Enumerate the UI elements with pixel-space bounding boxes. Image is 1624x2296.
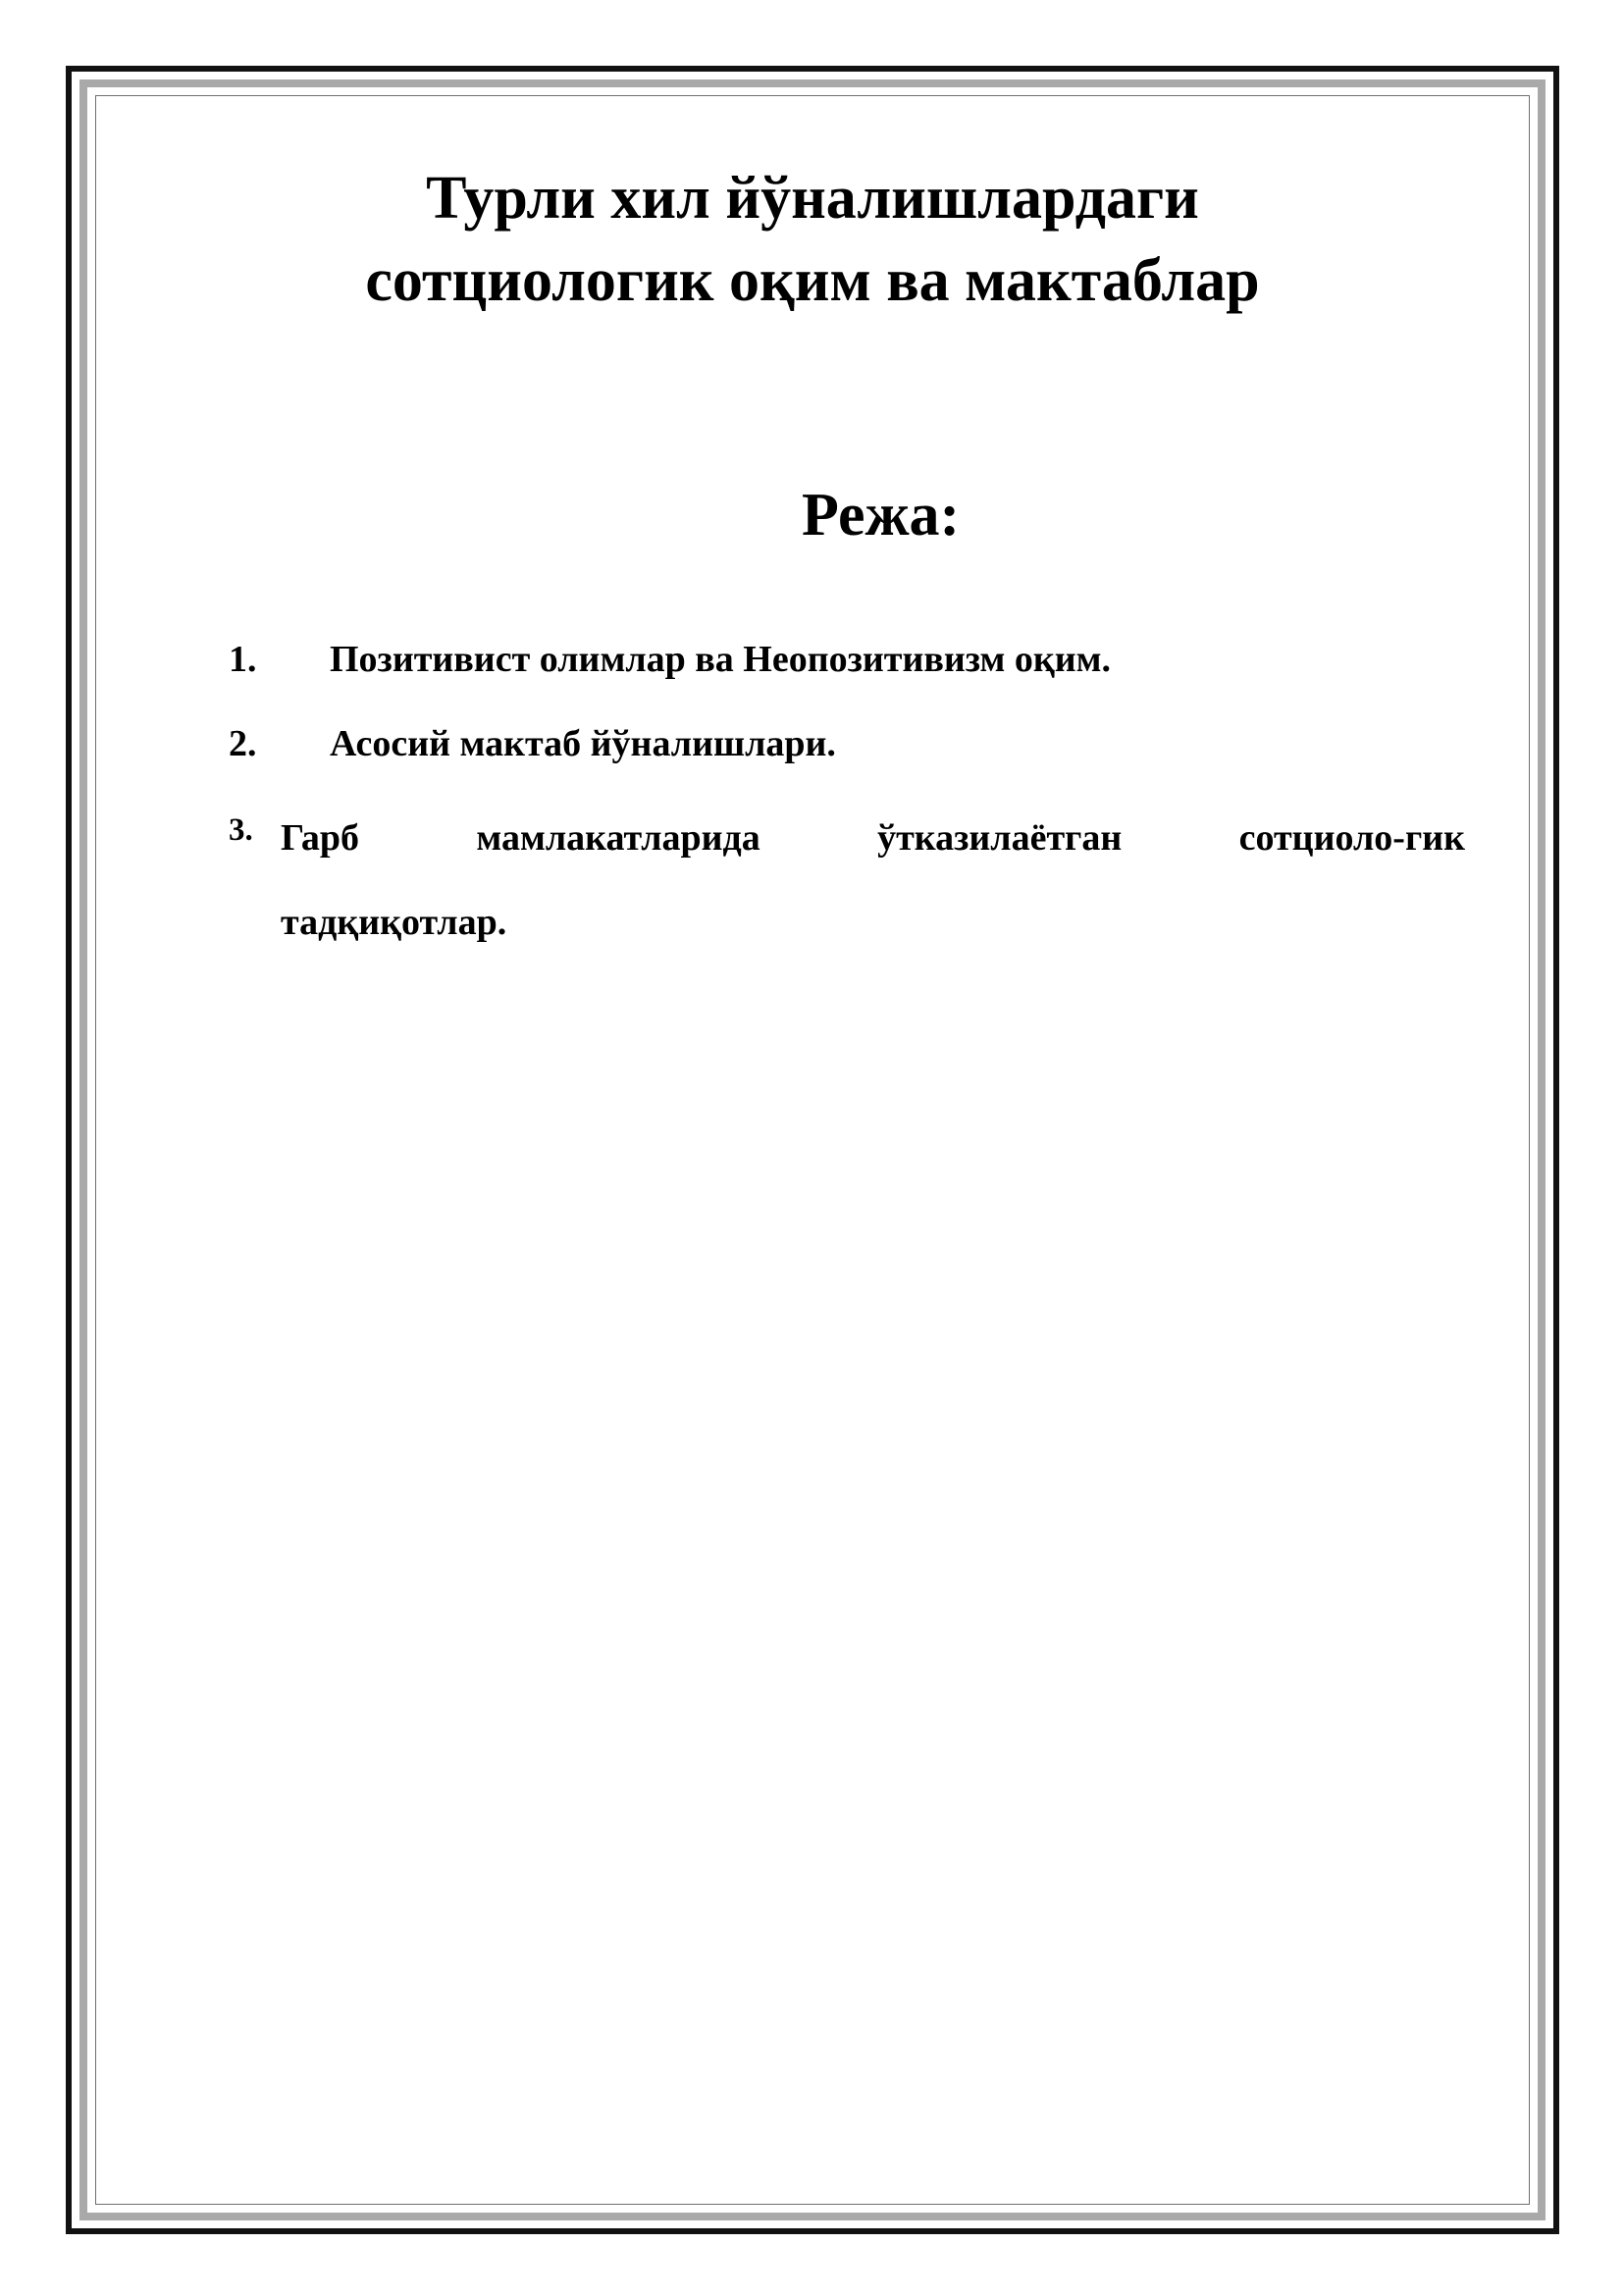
document-title-line-1: Турли хил йўналишлардаги — [426, 165, 1199, 232]
plan-item-number: 3. — [229, 812, 253, 848]
plan-item-text-line-2: тадқиқотлар. — [281, 902, 507, 943]
plan-item-text — [229, 782, 1465, 965]
plan-item-2 — [229, 698, 1465, 782]
plan-list — [229, 613, 1465, 965]
plan-item-number: 2. — [229, 723, 257, 764]
page-border-inner — [79, 79, 1545, 2220]
plan-item-number: 1. — [229, 639, 257, 680]
plan-item-text: Асосий мактаб йўналишлари. — [330, 723, 836, 764]
plan-item-text: Позитивист олимлар ва Неопозитивизм оқим. — [330, 639, 1112, 680]
page-border-frame — [66, 66, 1559, 2234]
plan-item-text-line-1: Гарб мамлакатларида ўтказилаётган сотциоло-гик — [281, 817, 1465, 859]
document-title-line-2: сотциологик оқим ва мактаблар — [365, 247, 1260, 314]
document-title — [66, 157, 1559, 322]
page-border-inner-line — [95, 95, 1530, 2205]
plan-item-1 — [229, 613, 1465, 698]
plan-item-3 — [229, 782, 1465, 965]
plan-heading: Режа: — [802, 482, 961, 548]
